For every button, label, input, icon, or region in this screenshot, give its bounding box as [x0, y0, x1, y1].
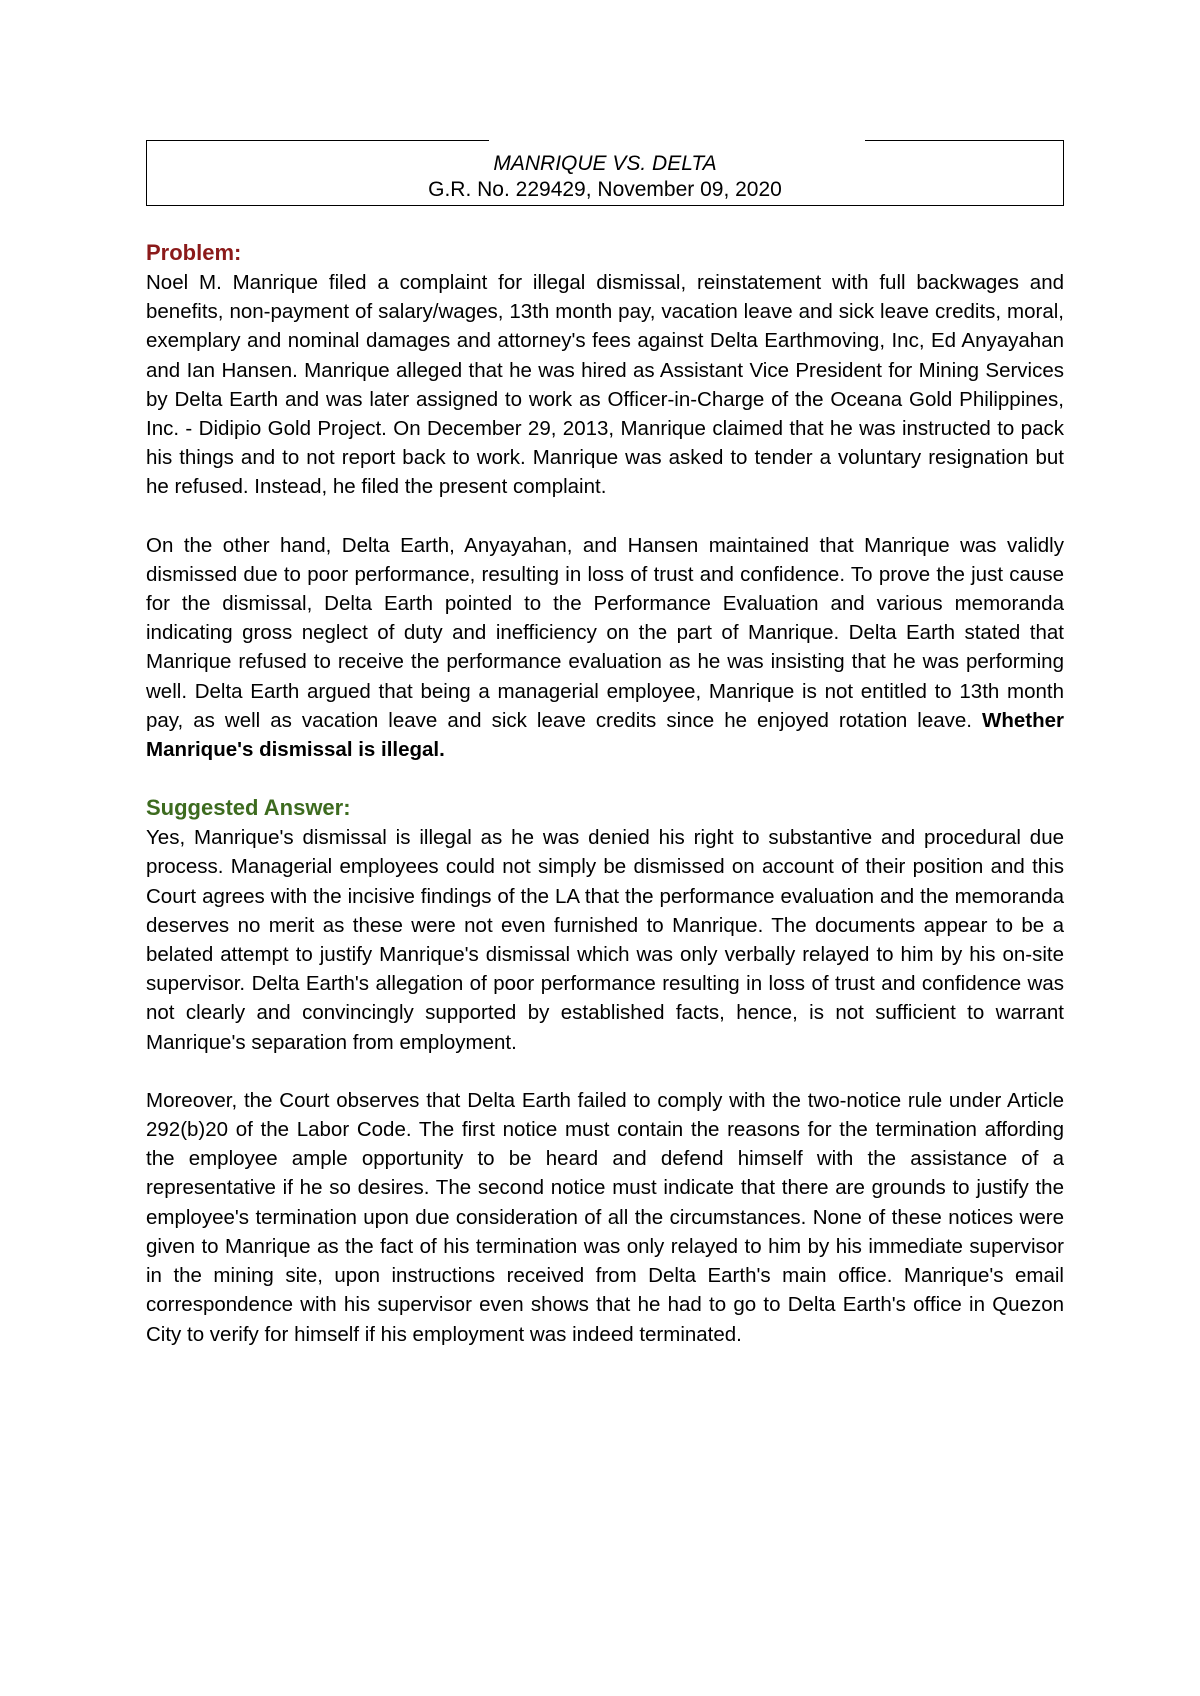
case-title: MANRIQUE VS. DELTA: [493, 152, 717, 175]
case-title-box: [146, 140, 1064, 206]
problem-heading: Problem:: [146, 240, 242, 265]
problem-paragraph-2-text: On the other hand, Delta Earth, Anyayahan, and Hansen maintained that Manrique was validly dismissed due to poor performance, resulting in loss of trust and confidence. To prove the just cause for the dismissal, Delta Earth pointed to the Performance Evaluation and various memoranda indicating gross neglect of duty and inefficiency on the part of Manrique. Delta Earth stated that Manrique refused to receive the performance evaluation as he was insisting that he was performing well. Delta Earth argued that being a managerial employee, Manrique is not entitled to 13th month pay, as well as vacation leave and sick leave credits since he enjoyed rotation leave.: [146, 533, 1064, 732]
document-body: [146, 238, 1064, 1349]
problem-paragraph-2: [146, 531, 1064, 765]
title-box-border-gap: [489, 138, 865, 143]
answer-paragraph-2: Moreover, the Court observes that Delta Earth failed to comply with the two-notice rule under Article 292(b)20 of the Labor Code. The first notice must contain the reasons for the termination affording the employee ample opportunity to be heard and defend himself with the assistance of a representative if he so desires. The second notice must indicate that there are grounds to justify the employee's termination upon due consideration of all the circumstances. None of these notices were given to Manrique as the fact of his termination was only relayed to him by his immediate supervisor in the mining site, upon instructions received from Delta Earth's main office. Manrique's email correspondence with his supervisor even shows that he had to go to Delta Earth's office in Quezon City to verify for himself if his employment was indeed terminated.: [146, 1088, 1064, 1346]
answer-paragraph-1: Yes, Manrique's dismissal is illegal as he was denied his right to substantive and procedural due process. Managerial employees could not simply be dismissed on account of their position and this Court agrees with the incisive findings of the LA that the performance evaluation and the memoranda deserves no merit as these were not even furnished to Manrique. The documents appear to be a belated attempt to justify Manrique's dismissal which was only verbally relayed to him by his on-site supervisor. Delta Earth's allegation of poor performance resulting in loss of trust and confidence was not clearly and convincingly supported by established facts, hence, is not sufficient to warrant Manrique's separation from employment.: [146, 826, 1064, 1054]
problem-paragraph-1: Noel M. Manrique filed a complaint for illegal dismissal, reinstatement with full backwages and benefits, non-payment of salary/wages, 13th month pay, vacation leave and sick leave credits, moral, exemplary and nominal damages and attorney's fees against Delta Earthmoving, Inc, Ed Anyayahan and Ian Hansen. Manrique alleged that he was hired as Assistant Vice President for Mining Services by Delta Earth and was later assigned to work as Officer-in-Charge of the Oceana Gold Philippines, Inc. - Didipio Gold Project. On December 29, 2013, Manrique claimed that he was instructed to pack his things and to not report back to work. Manrique was asked to tender a voluntary resignation but he refused. Instead, he filed the present complaint.: [146, 271, 1064, 499]
issue-statement: Whether Manrique's dismissal is illegal.: [146, 708, 1064, 762]
suggested-answer-heading: Suggested Answer:: [146, 795, 351, 821]
case-citation: G.R. No. 229429, November 09, 2020: [428, 178, 782, 201]
